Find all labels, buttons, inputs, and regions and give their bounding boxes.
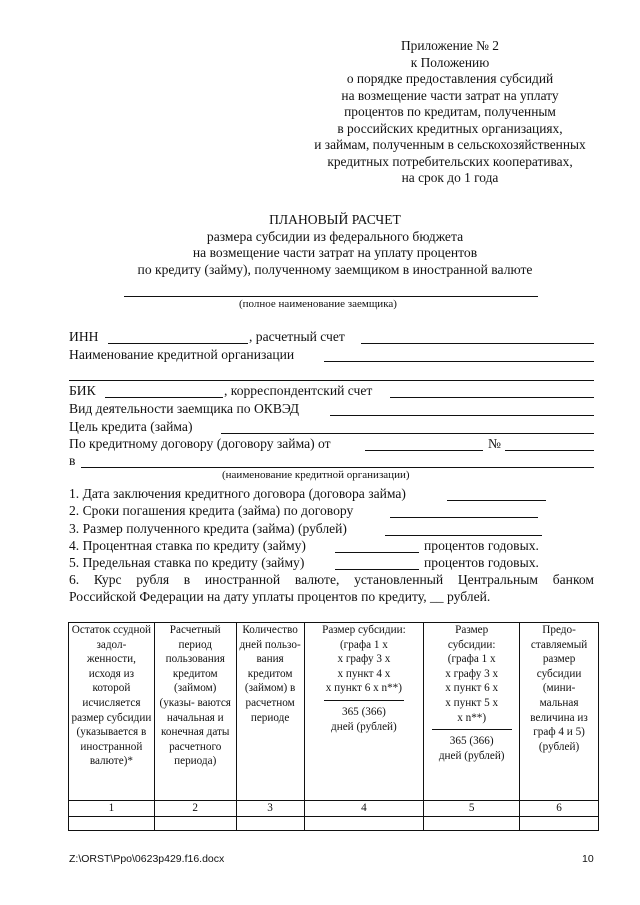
item-1-label: 1. Дата заключения кредитного договора (договора займа) — [69, 486, 406, 501]
appendix-line: на возмещение части затрат на уплату — [341, 87, 559, 103]
okved-label: Вид деятельности заемщика по ОКВЭД — [69, 401, 300, 416]
col-4-formula-line: х пункт 6 х n**) — [325, 682, 403, 695]
inn-label: ИНН — [69, 329, 99, 344]
col-5-formula-line: (графа 1 х — [447, 653, 496, 666]
col-2-header: Расчетный период пользования кредитом (займом) (указы- ваются начальная и конечная даты расчетного периода) — [154, 623, 236, 801]
col-4-title: Размер субсидии: — [322, 624, 406, 636]
title-heading: ПЛАНОВЫЙ РАСЧЕТ — [269, 212, 401, 227]
appendix-line: к Положению — [410, 54, 490, 70]
calculation-table — [68, 622, 599, 831]
col-number: 1 — [69, 801, 155, 817]
col-5-denominator: 365 (366) — [449, 735, 494, 748]
bik-field[interactable] — [105, 397, 223, 398]
col-5-title: субсидии: — [447, 638, 496, 651]
item-3-label: 3. Размер полученного кредита (займа) (рублей) — [69, 521, 347, 536]
col-5-formula-line: х пункт 5 х — [445, 696, 499, 709]
col-5-title: Размер — [455, 624, 489, 636]
appendix-line: процентов по кредитам, полученным — [344, 104, 556, 119]
bank-field[interactable] — [81, 467, 594, 468]
item-4-field[interactable] — [335, 552, 419, 553]
title-line: размера субсидии из федерального бюджета — [206, 228, 464, 244]
item-3-field[interactable] — [385, 535, 542, 536]
bik-label: БИК — [69, 383, 96, 398]
col-4-denominator: дней (рублей) — [331, 720, 397, 733]
item-6-line-1: 6. Курс рубля в иностранной валюте, установленный Центральным банком — [69, 572, 594, 587]
table-header-row — [69, 623, 599, 801]
corr-account-field[interactable] — [390, 397, 594, 398]
appendix-line: о порядке предоставления субсидий — [346, 71, 554, 86]
table-cell[interactable] — [69, 817, 155, 831]
col-1-header: Остаток ссудной задол- женности, исходя из которой исчисляется размер субсидии (указывается в иностранной валюте)* — [69, 623, 155, 801]
item-5-suffix: процентов годовых. — [424, 555, 539, 570]
contract-date-field[interactable] — [365, 450, 483, 451]
col-4-formula-line: х пункт 4 х — [337, 667, 391, 680]
col-5-formula-line: х n**) — [457, 711, 487, 724]
title-line: по кредиту (займу), полученному заемщиком в иностранной валюте — [137, 261, 533, 277]
col-4-header — [304, 623, 424, 801]
col-number: 4 — [304, 801, 424, 817]
fraction-bar — [324, 700, 404, 701]
col-number: 3 — [236, 801, 304, 817]
item-5-field[interactable] — [335, 569, 419, 570]
contract-label: По кредитному договору (договору займа) от — [69, 436, 331, 451]
col-3-header: Количество дней пользо- вания кредитом (займом) в расчетном периоде — [236, 623, 304, 801]
col-6-header: Предо- ставляемый размер субсидии (мини- мальная величина из граф 4 и 5) (рублей) — [520, 623, 599, 801]
account-label: , расчетный счет — [249, 329, 345, 344]
table-cell[interactable] — [520, 817, 599, 831]
bank-name-field-2[interactable] — [69, 380, 594, 381]
appendix-header — [250, 38, 640, 187]
purpose-field[interactable] — [221, 433, 594, 434]
col-4-denominator: 365 (366) — [341, 705, 386, 718]
table-cell[interactable] — [304, 817, 424, 831]
number-sign: № — [488, 436, 501, 451]
bank-name-label: Наименование кредитной организации — [69, 347, 295, 362]
col-4-formula-line: (графа 1 х — [339, 638, 388, 651]
page-number: 10 — [582, 853, 594, 865]
item-1-field[interactable] — [447, 500, 546, 501]
item-2-field[interactable] — [390, 517, 538, 518]
column-numbers-row — [69, 801, 599, 817]
col-number: 2 — [154, 801, 236, 817]
purpose-label: Цель кредита (займа) — [69, 419, 193, 434]
col-5-denominator: дней (рублей) — [438, 749, 505, 762]
file-path: Z:\ORST\Ppo\0623p429.f16.docx — [69, 853, 225, 865]
table-row[interactable] — [69, 817, 599, 831]
item-6-line-2: Российской Федерации на дату уплаты процентов по кредиту, __ рублей. — [69, 589, 491, 604]
appendix-line: кредитных потребительских кооперативах, — [327, 153, 573, 169]
fraction-bar — [432, 729, 512, 730]
okved-field[interactable] — [330, 415, 594, 416]
contract-number-field[interactable] — [505, 450, 594, 451]
in-label: в — [69, 453, 76, 468]
bank-name-field[interactable] — [324, 361, 594, 362]
borrower-caption: (полное наименование заемщика) — [239, 298, 397, 310]
item-2-label: 2. Сроки погашения кредита (займа) по договору — [69, 503, 354, 518]
table-cell[interactable] — [236, 817, 304, 831]
item-5-label: 5. Предельная ставка по кредиту (займу) — [69, 555, 305, 570]
appendix-line: на срок до 1 года — [401, 170, 499, 185]
table-cell[interactable] — [154, 817, 236, 831]
col-5-formula-line: х пункт 6 х — [445, 682, 499, 695]
col-number: 6 — [520, 801, 599, 817]
appendix-line: в российских кредитных организациях, — [337, 120, 563, 136]
col-5-header — [424, 623, 520, 801]
col-number: 5 — [424, 801, 520, 817]
bank-caption: (наименование кредитной организации) — [222, 469, 410, 481]
title-line: на возмещение части затрат на уплату процентов — [192, 245, 478, 260]
item-4-label: 4. Процентная ставка по кредиту (займу) — [69, 538, 306, 553]
item-4-suffix: процентов годовых. — [424, 538, 539, 553]
borrower-name-field[interactable] — [124, 296, 538, 297]
corr-account-label: , корреспондентский счет — [224, 383, 373, 398]
document-title — [40, 212, 630, 278]
table-cell[interactable] — [424, 817, 520, 831]
appendix-line: и займам, полученным в сельскохозяйственных — [314, 137, 586, 152]
appendix-line: Приложение № 2 — [400, 38, 500, 53]
col-5-formula-line: х графу 3 х — [445, 667, 499, 680]
account-field[interactable] — [361, 343, 594, 344]
col-4-formula-line: х графу 3 х — [337, 653, 391, 666]
inn-field[interactable] — [108, 343, 248, 344]
